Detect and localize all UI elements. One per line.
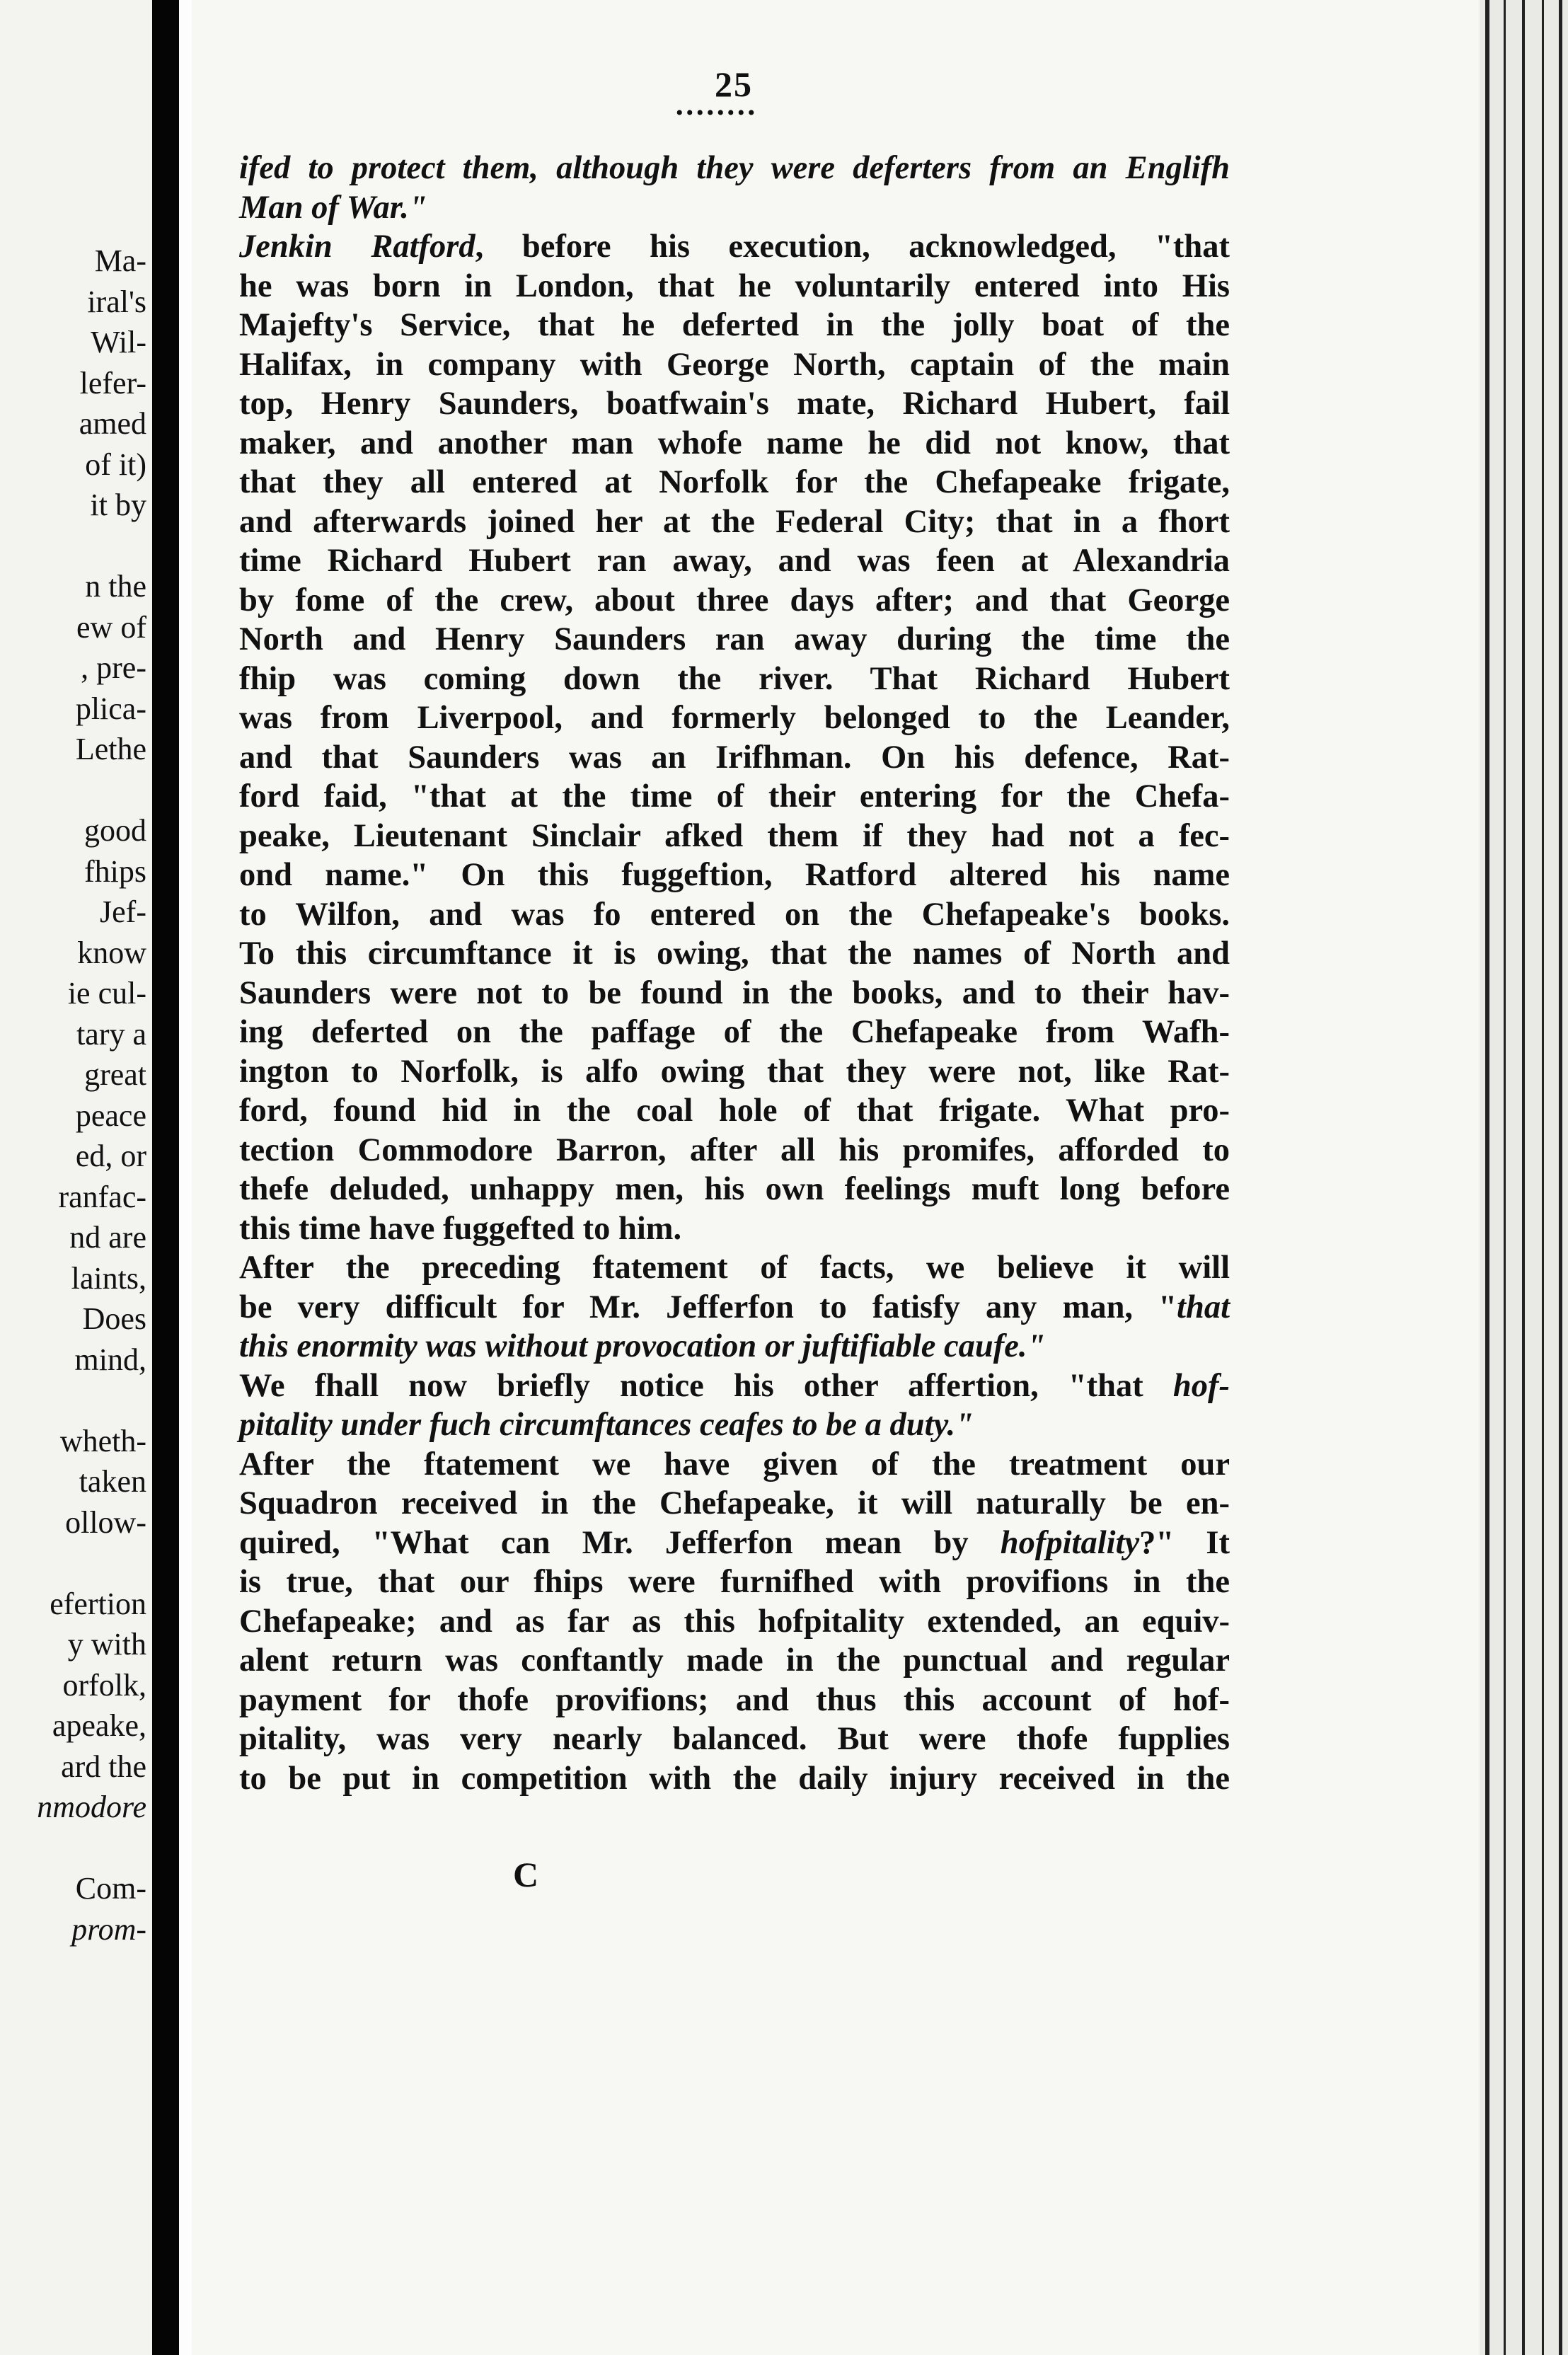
text-segment: that they all entered at Norfolk for the Chefapeake frigate, [239,464,1230,500]
left-text-line: lefer- [79,365,146,401]
text-segment: pitality under fuch circumftances ceafes to be a duty." [239,1407,974,1443]
text-segment: is true, that our fhips were furnifhed with provifions in the [239,1564,1230,1600]
text-line [239,384,1230,424]
text-line [239,1091,1230,1131]
text-segment: ington to Norfolk, is alfo owing that they were not, like Rat- [239,1053,1230,1090]
text-line [239,660,1230,699]
text-segment: and that Saunders was an Irifhman. On his defence, Rat- [239,739,1230,776]
left-text-line: know [77,935,146,970]
left-text-line: of it) [85,447,146,482]
left-text-line: ollow- [65,1504,146,1540]
text-line [239,856,1230,895]
text-segment: ford faid, "that at the time of their entering for the Chefa- [239,778,1230,814]
text-segment: ond name." On this fuggeftion, Ratford altered his name [239,857,1230,893]
page-edge-line [1522,0,1525,2355]
left-text-line: orfolk, [62,1667,146,1703]
text-segment: ford, found hid in the coal hole of that frigate. What pro- [239,1093,1230,1129]
text-line [239,1759,1230,1799]
left-text-line: , pre- [81,650,146,685]
left-text-line [1,526,146,567]
left-text-line: ard the [61,1749,146,1784]
left-text-line: great [84,1057,146,1092]
text-segment: After the ftatement we have given of the treatment our [239,1446,1230,1482]
body-text [239,149,1230,1798]
text-line [239,738,1230,778]
left-text-line: apeake, [52,1708,146,1743]
page-number: 25 [715,64,753,104]
text-segment: alent return was conftantly made in the punctual and regular [239,1642,1230,1679]
text-line [239,581,1230,621]
text-line [239,267,1230,306]
text-line [239,1641,1230,1681]
text-line [239,1209,1230,1249]
text-line [239,345,1230,385]
text-line [239,306,1230,345]
left-text-line: taken [79,1464,146,1499]
left-text-line: mind, [74,1342,146,1377]
left-text-line: n the [85,569,146,604]
text-segment: North and Henry Saunders ran away during the time the [239,621,1230,657]
text-line [239,1445,1230,1485]
page-edge-line [1485,0,1489,2355]
page-edge-line [1542,0,1544,2355]
text-line [239,1366,1230,1406]
text-line [239,934,1230,974]
text-segment: Jenkin Ratford [239,229,475,265]
text-line [239,1327,1230,1366]
text-segment: hofpitality [1000,1524,1140,1561]
signature-mark: C [513,1855,539,1894]
text-line [239,1013,1230,1052]
left-text-line: plica- [75,691,146,726]
text-segment: hof- [1172,1367,1230,1404]
text-segment: Man of War." [239,189,427,226]
left-text-line: laints, [71,1260,146,1296]
text-line [239,424,1230,463]
text-segment: time Richard Hubert ran away, and was feen at Alexandria [239,543,1230,579]
text-segment: tection Commodore Barron, after all his promifes, afforded to [239,1132,1230,1168]
left-text-line [1,1543,146,1584]
text-line [239,1405,1230,1445]
text-segment: thefe deluded, unhappy men, his own feelings muft long before [239,1171,1230,1207]
text-line [239,777,1230,817]
text-segment: this time have fuggefted to him. [239,1210,682,1247]
left-text-line [1,1828,146,1869]
page-edge-line [1559,0,1562,2355]
left-text-line: tary a [76,1016,146,1052]
text-segment: Saunders were not to be found in the books, and to their hav- [239,974,1230,1011]
text-line [239,1052,1230,1092]
text-segment: be very difficult for Mr. Jefferfon to fatisfy any man, " [239,1289,1177,1325]
left-text-line: Wil- [91,325,146,359]
text-line [239,541,1230,581]
text-segment: ing deferted on the paffage of the Chefapeake from Wafh- [239,1014,1230,1050]
left-text-line: nmodore [37,1790,146,1824]
text-line [239,1681,1230,1720]
text-line [239,1602,1230,1642]
left-text-line: iral's [87,284,146,319]
text-line [239,1720,1230,1759]
text-segment: to be put in competition with the daily injury received in the [239,1760,1230,1797]
left-text-line: Lethe [75,732,146,766]
left-page-fragment [0,0,152,2355]
text-segment: peake, Lieutenant Sinclair afked them if they had not a fec- [239,817,1230,854]
gutter-margin [179,0,192,2355]
text-line [239,227,1230,267]
left-text-line: peace [75,1098,146,1133]
text-segment: Chefapeake; and as far as this hofpitality extended, an equiv- [239,1603,1230,1640]
page-edge-stack [1480,0,1568,2355]
left-text-line: ranfac- [58,1179,146,1214]
text-segment: he was born in London, that he voluntarily entered into His [239,267,1230,304]
binding-gutter [152,0,179,2355]
left-text-line: prom- [71,1911,146,1947]
left-text-line: wheth- [59,1423,146,1458]
left-page-text [1,241,146,1950]
left-text-line: Ma- [94,243,146,278]
text-line [239,974,1230,1013]
text-segment: was from Liverpool, and formerly belonged to the Leander, [239,700,1230,736]
text-segment: We fhall now briefly notice his other affertion, "that [239,1367,1173,1404]
text-segment: that [1177,1289,1230,1325]
text-line [239,149,1230,188]
text-segment: , before his execution, acknowledged, "that [475,229,1230,265]
text-line [239,1524,1230,1563]
text-line [239,1131,1230,1170]
text-segment: top, Henry Saunders, boatfwain's mate, Richard Hubert, fail [239,386,1230,422]
left-text-line: ed, or [75,1139,146,1173]
text-segment: ifed to protect them, although they were deferters from an Englifh [239,150,1230,186]
text-segment: After the preceding ftatement of facts, we believe it will [239,1250,1230,1286]
text-line [239,698,1230,738]
text-line [239,1484,1230,1524]
text-segment: Squadron received in the Chefapeake, it will naturally be en- [239,1485,1230,1521]
left-text-line: ew of [76,609,146,645]
left-text-line: amed [79,406,146,441]
left-text-line: Does [82,1301,146,1336]
text-line [239,1170,1230,1209]
text-segment: by fome of the crew, about three days after; and that George [239,582,1230,618]
text-line [239,1248,1230,1288]
left-text-line: y with [67,1627,146,1662]
text-segment: ?" It [1139,1524,1230,1561]
text-segment: and afterwards joined her at the Federal City; that in a fhort [239,503,1230,540]
left-text-line: it by [90,488,146,522]
left-text-line: good [84,813,146,848]
left-text-line: Com- [75,1871,146,1906]
text-segment: pitality, was very nearly balanced. But were thofe fupplies [239,1721,1230,1757]
left-text-line: efertion [50,1586,146,1621]
page-ornament: •••••••• [676,101,759,125]
text-segment: maker, and another man whofe name he did not know, that [239,425,1230,461]
text-line [239,895,1230,935]
text-segment: this enormity was without provocation or juftifiable caufe." [239,1328,1046,1364]
page-edge-line [1504,0,1506,2355]
text-segment: payment for thofe provifions; and thus this account of hof- [239,1681,1230,1718]
text-segment: Majefty's Service, that he deferted in the jolly boat of the [239,307,1230,343]
text-segment: to Wilfon, and was fo entered on the Chefapeake's books. [239,896,1230,933]
left-text-line: fhips [84,853,146,889]
text-line [239,502,1230,542]
left-text-line: Jef- [100,894,146,929]
left-text-line [1,770,146,811]
text-segment: To this circumftance it is owing, that the names of North and [239,935,1230,972]
text-line [239,188,1230,228]
left-text-line: ie cul- [67,976,146,1010]
left-text-line: nd are [69,1220,146,1255]
text-line [239,620,1230,660]
text-line [239,817,1230,856]
left-text-line [1,1380,146,1421]
text-segment: Halifax, in company with George North, captain of the main [239,346,1230,383]
text-line [239,1288,1230,1328]
text-segment: fhip was coming down the river. That Richard Hubert [239,660,1230,697]
text-segment: quired, "What can Mr. Jefferfon mean by [239,1524,1001,1561]
text-line [239,463,1230,502]
text-line [239,1562,1230,1602]
